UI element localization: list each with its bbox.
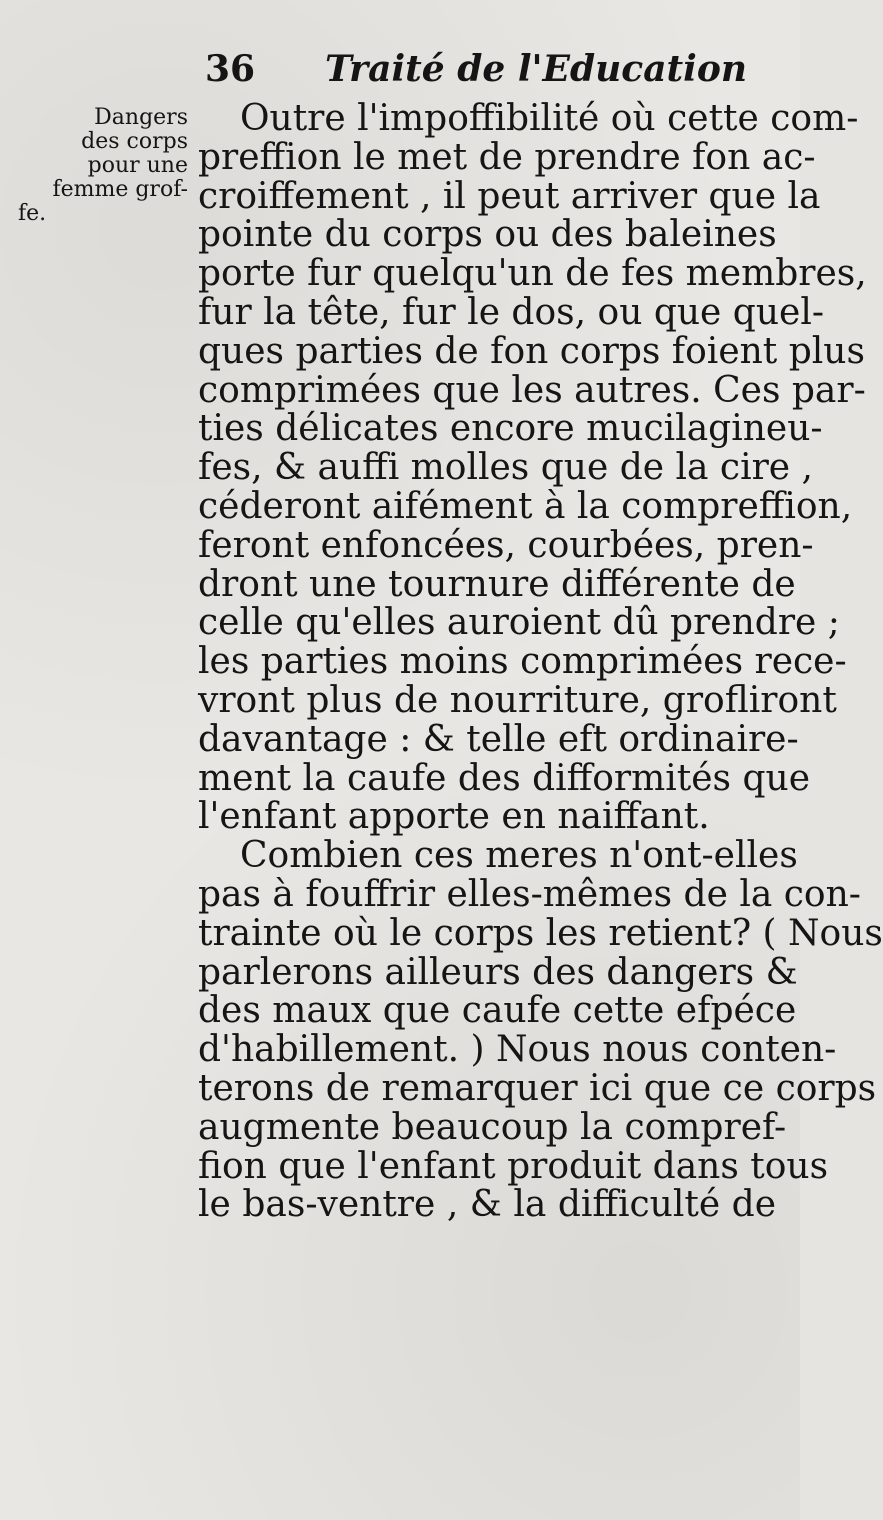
text-line: vront plus de nourriture, grofliront <box>198 679 837 721</box>
text-line: comprimées que les autres. Ces par- <box>198 369 866 411</box>
margin-note-line: Dangers <box>94 105 188 130</box>
paragraph-2 <box>198 835 883 1226</box>
text-line: dront une tournure différente de <box>198 563 796 605</box>
text-line: fur la tête, fur le dos, ou que quel- <box>198 291 825 333</box>
text-line: ment la caufe des difformités que <box>198 757 810 799</box>
page-number: 36 <box>205 48 256 90</box>
text-line: des maux que caufe cette efpéce <box>198 990 797 1032</box>
text-line: preffion le met de prendre fon ac- <box>198 136 816 178</box>
text-line: ties délicates encore mucilagineu- <box>198 408 823 450</box>
margin-note <box>18 106 188 226</box>
text-line: l'enfant apporte en naiffant. <box>198 796 710 838</box>
text-line: le bas-ventre , & la difficulté de <box>198 1184 776 1226</box>
paragraph-1 <box>198 98 867 838</box>
text-line: davantage : & telle eft ordinaire- <box>198 718 799 760</box>
text-line: Combien ces meres n'ont-elles <box>240 835 798 877</box>
text-line: les parties moins comprimées rece- <box>198 641 847 683</box>
text-line: pas à fouffrir elles-mêmes de la con- <box>198 873 861 915</box>
margin-note-line: fe. <box>18 201 47 226</box>
text-line: croiffement , il peut arriver que la <box>198 175 821 217</box>
text-line: d'habillement. ) Nous nous conten- <box>198 1029 837 1071</box>
margin-note-line: des corps <box>81 129 188 154</box>
text-line: celle qu'elles auroient dû prendre ; <box>198 602 840 644</box>
text-line: Outre l'impoffibilité où cette com- <box>240 98 859 139</box>
text-line: ques parties de fon corps foient plus <box>198 330 865 372</box>
text-line: céderont aifément à la compreffion, <box>198 485 853 527</box>
page-header <box>205 48 765 98</box>
text-line: feront enfoncées, courbées, pren- <box>198 524 814 566</box>
margin-note-line: pour une <box>87 153 188 178</box>
text-line: fes, & auffi molles que de la cire , <box>198 447 813 489</box>
text-line: porte fur quelqu'un de fes membres, <box>198 253 867 295</box>
body-text <box>198 98 883 1226</box>
text-line: fion que l'enfant produit dans tous <box>198 1145 829 1187</box>
text-line: parlerons ailleurs des dangers & <box>198 951 798 993</box>
text-line: terons de remarquer ici que ce corps <box>198 1067 877 1109</box>
text-line: trainte où le corps les retient? ( Nous <box>198 912 883 954</box>
running-title: Traité de l'Education <box>325 48 748 90</box>
text-line: pointe du corps ou des baleines <box>198 214 777 256</box>
text-line: augmente beaucoup la compref- <box>198 1106 787 1148</box>
margin-note-line: femme grof- <box>52 177 188 202</box>
